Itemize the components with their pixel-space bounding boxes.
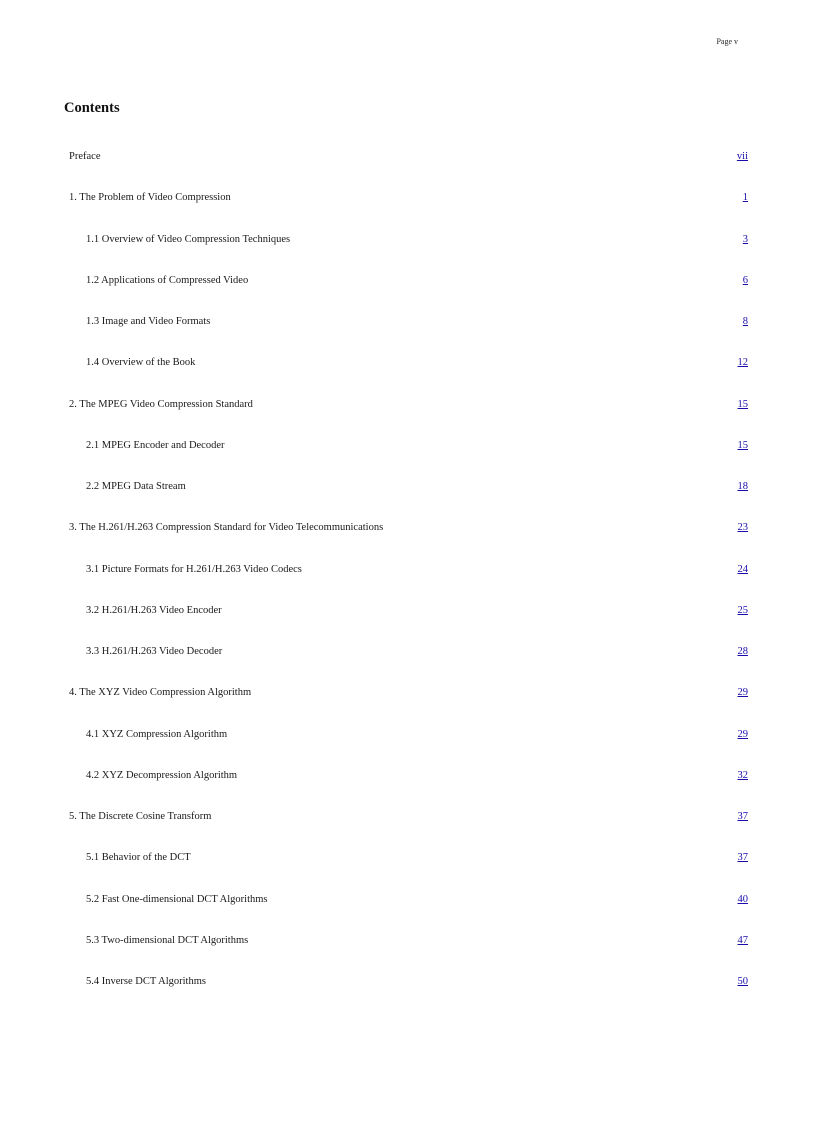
toc-page-link[interactable]: 40 — [737, 893, 748, 905]
toc-page-link[interactable]: 6 — [742, 274, 748, 286]
toc-entry-title: 1.3 Image and Video Formats — [86, 316, 211, 327]
toc-entry-title: 3.3 H.261/H.263 Video Decoder — [86, 646, 223, 657]
toc-entry-title: 3.2 H.261/H.263 Video Encoder — [86, 604, 222, 616]
toc-entry-title: 1.2 Applications of Compressed Video — [86, 274, 249, 286]
toc-page-link[interactable]: 47 — [737, 934, 748, 946]
toc-entry-title: 2. The MPEG Video Compression Standard — [69, 398, 253, 410]
toc-entry — [0, 476, 816, 517]
toc-entry-title: 2.1 MPEG Encoder and Decoder — [86, 439, 225, 451]
toc-entry-title: 5.1 Behavior of the DCT — [86, 852, 191, 864]
toc-entry — [0, 311, 816, 352]
toc-entry — [0, 930, 816, 971]
toc-page-link[interactable]: 15 — [737, 439, 748, 451]
toc-entry — [0, 559, 816, 600]
toc-entry-title: 5.4 Inverse DCT Algorithms — [86, 976, 206, 987]
toc-page-link[interactable]: 37 — [737, 852, 748, 864]
toc-page-link[interactable]: 15 — [737, 398, 748, 410]
page-number: Page v — [716, 37, 738, 46]
toc-entry — [0, 889, 816, 930]
toc-entry — [0, 765, 816, 806]
toc-entry-title: Preface — [69, 151, 101, 162]
toc-entry — [0, 724, 816, 765]
toc-entry — [0, 270, 816, 311]
toc-entry-title: 5. The Discrete Cosine Transform — [69, 811, 212, 822]
toc-entry-title: 3.1 Picture Formats for H.261/H.263 Video Codecs — [86, 563, 302, 575]
toc-page-link[interactable]: 3 — [742, 233, 748, 245]
toc-entry — [0, 600, 816, 641]
toc-entry-title: 4.1 XYZ Compression Algorithm — [86, 728, 228, 740]
toc-page-link[interactable]: 29 — [737, 687, 748, 699]
toc-entry — [0, 641, 816, 682]
toc-entry — [0, 682, 816, 723]
toc-entry-title: 5.2 Fast One-dimensional DCT Algorithms — [86, 893, 268, 905]
toc-entry — [0, 847, 816, 888]
toc-entry-title: 1.4 Overview of the Book — [86, 357, 196, 369]
toc-entry-title: 2.2 MPEG Data Stream — [86, 481, 186, 492]
toc-page-link[interactable]: vii — [736, 151, 748, 162]
toc-page-link[interactable]: 28 — [737, 646, 748, 657]
toc-page-link[interactable]: 12 — [737, 357, 748, 369]
toc-entry — [0, 187, 816, 228]
toc-entry-title: 4.2 XYZ Decompression Algorithm — [86, 769, 238, 781]
toc-page-link[interactable]: 50 — [737, 976, 748, 987]
toc-page-link[interactable]: 8 — [742, 316, 748, 327]
toc-entry — [0, 517, 816, 558]
toc-entry — [0, 146, 816, 187]
toc-entry-title: 1. The Problem of Video Compression — [69, 192, 231, 204]
toc-entry-title: 3. The H.261/H.263 Compression Standard for Video Telecommunications — [69, 522, 384, 534]
toc-page-link[interactable]: 32 — [737, 769, 748, 781]
toc-entry-title: 5.3 Two-dimensional DCT Algorithms — [86, 934, 249, 946]
toc-entry — [0, 229, 816, 270]
toc-page-link[interactable]: 24 — [737, 563, 748, 575]
toc-page-link[interactable]: 1 — [742, 192, 748, 204]
toc-page-link[interactable]: 25 — [737, 604, 748, 616]
toc-entry-title: 1.1 Overview of Video Compression Techniques — [86, 233, 291, 245]
toc-page-link[interactable]: 23 — [737, 522, 748, 534]
toc-entry — [0, 394, 816, 435]
toc-heading: Contents — [64, 100, 120, 116]
toc-entry-title: 4. The XYZ Video Compression Algorithm — [69, 687, 252, 699]
toc-list — [0, 146, 816, 1012]
toc-page-link[interactable]: 18 — [737, 481, 748, 492]
toc-entry — [0, 806, 816, 847]
toc-entry — [0, 352, 816, 393]
toc-page-link[interactable]: 29 — [737, 728, 748, 740]
toc-entry — [0, 435, 816, 476]
toc-page-link[interactable]: 37 — [737, 811, 748, 822]
toc-entry — [0, 971, 816, 1012]
